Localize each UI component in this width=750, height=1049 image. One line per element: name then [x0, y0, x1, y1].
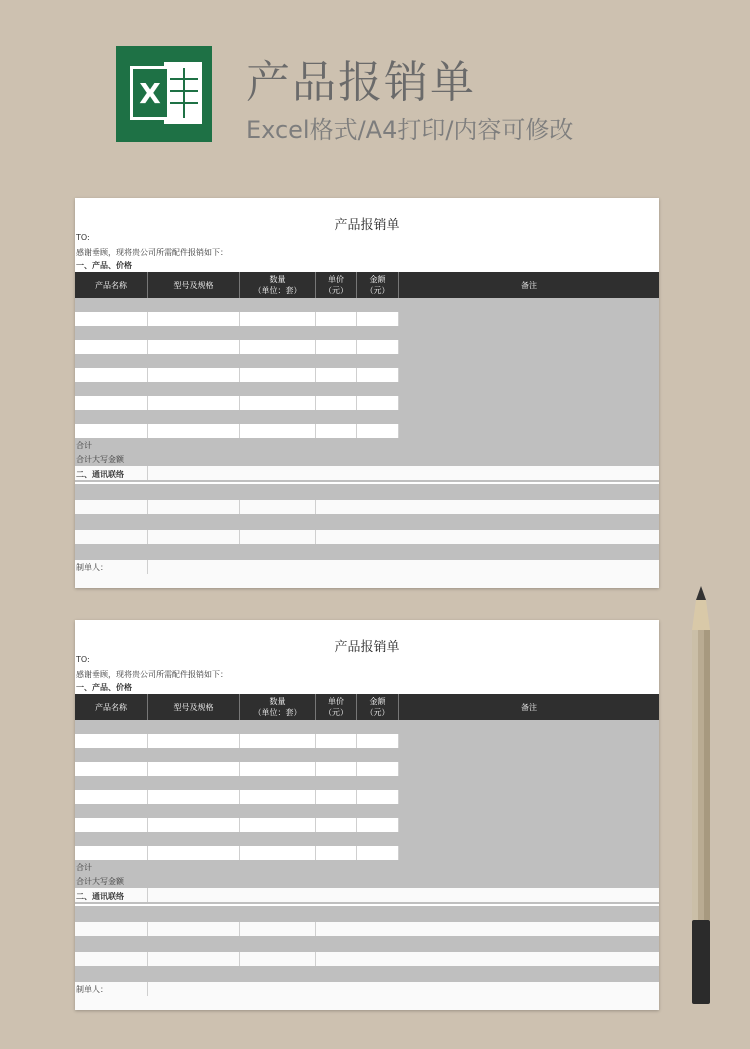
contact-row: [75, 922, 659, 936]
col-product-name: 产品名称: [75, 272, 148, 298]
section-products-heading: 一、产品、价格: [76, 683, 132, 692]
section-products-heading: 一、产品、价格: [76, 261, 132, 270]
col-quantity: 数量 （单位：套）: [240, 272, 316, 298]
product-row: [75, 424, 399, 438]
contact-band-2: [75, 514, 659, 530]
product-row: [75, 312, 399, 326]
excel-logo: [116, 46, 212, 142]
col-unit-price: 单价 （元）: [316, 272, 357, 298]
total-label: 合计: [76, 863, 92, 872]
pencil-icon: [690, 586, 712, 1008]
contact-row: [75, 952, 659, 966]
divider: [75, 902, 659, 904]
total-upper-label: 合计大写金额: [76, 877, 124, 886]
section-contact-heading: 二、通讯联络: [76, 470, 124, 479]
product-row: [75, 818, 399, 832]
form-sheet-1: [75, 198, 659, 588]
total-upper-row: [75, 466, 659, 480]
blank-row: [75, 996, 659, 1010]
section-contact-heading: 二、通讯联络: [76, 892, 124, 901]
page-title: 产品报销单: [246, 57, 476, 108]
contact-row: [75, 530, 659, 544]
maker-row: [75, 560, 659, 574]
excel-grid-icon: [170, 68, 198, 118]
col-quantity: 数量 （单位：套）: [240, 694, 316, 720]
to-label: TO:: [76, 233, 90, 242]
product-row: [75, 396, 399, 410]
blank-row: [75, 574, 659, 588]
contact-band-1: [75, 906, 659, 922]
contact-band-2: [75, 936, 659, 952]
col-remarks: 备注: [521, 280, 537, 290]
product-row: [75, 734, 399, 748]
product-row: [75, 368, 399, 382]
contact-band-3: [75, 544, 659, 560]
total-label: 合计: [76, 441, 92, 450]
maker-label: 制单人：: [76, 563, 108, 572]
divider: [75, 480, 659, 482]
contact-band-3: [75, 966, 659, 982]
col-remarks: 备注: [521, 702, 537, 712]
contact-row: [75, 500, 659, 514]
total-upper-label: 合计大写金额: [76, 455, 124, 464]
col-unit-price: 单价 （元）: [316, 694, 357, 720]
excel-x-icon: X: [130, 66, 170, 120]
col-model-spec: 型号及规格: [148, 694, 240, 720]
maker-row: [75, 982, 659, 996]
total-upper-row: [75, 888, 659, 902]
form-title: 产品报销单: [334, 218, 400, 233]
to-label: TO:: [76, 655, 90, 664]
form-sheet-2: [75, 620, 659, 1010]
table-header: [75, 694, 659, 720]
intro-text: 感谢垂顾，现将贵公司所需配件报销如下：: [76, 670, 228, 679]
col-model-spec: 型号及规格: [148, 272, 240, 298]
maker-label: 制单人：: [76, 985, 108, 994]
product-row: [75, 790, 399, 804]
product-row: [75, 846, 399, 860]
product-row: [75, 762, 399, 776]
col-amount: 金额 （元）: [357, 272, 399, 298]
intro-text: 感谢垂顾，现将贵公司所需配件报销如下：: [76, 248, 228, 257]
product-row: [75, 340, 399, 354]
col-product-name: 产品名称: [75, 694, 148, 720]
col-amount: 金额 （元）: [357, 694, 399, 720]
table-header: [75, 272, 659, 298]
form-title: 产品报销单: [334, 640, 400, 655]
page-subtitle: Excel格式/A4打印/内容可修改: [246, 116, 574, 144]
contact-band-1: [75, 484, 659, 500]
